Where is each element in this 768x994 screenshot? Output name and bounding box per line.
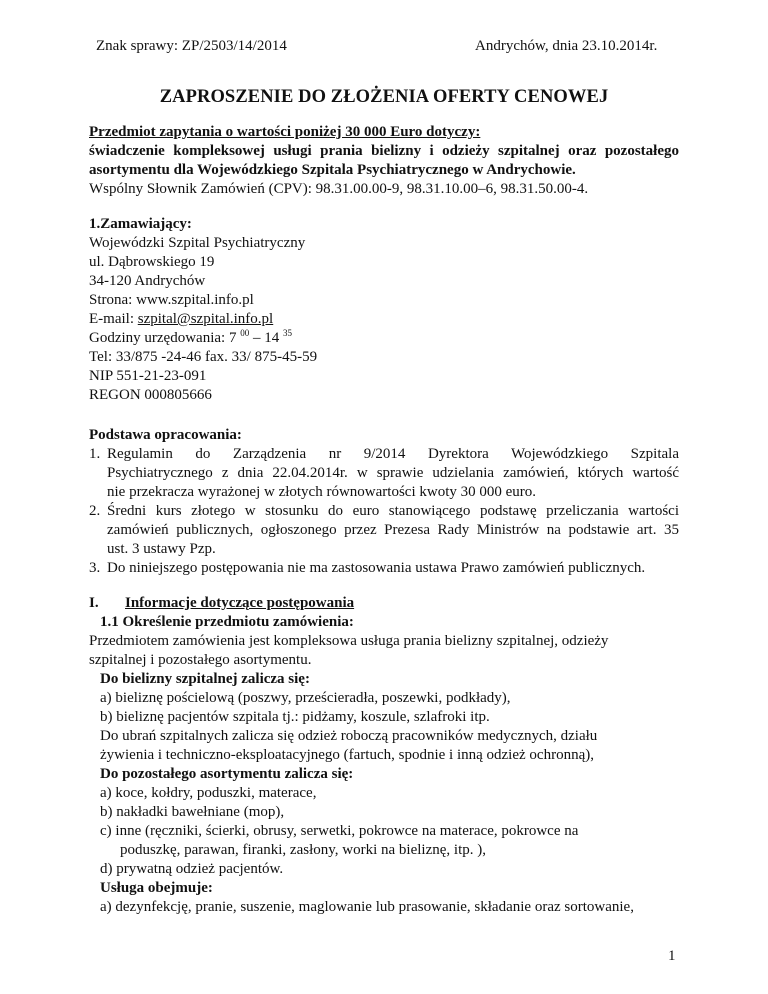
basis-item-3: [89, 559, 679, 578]
orderer-name: Wojewódzki Szpital Psychiatryczny: [89, 235, 306, 251]
email-link[interactable]: szpital@szpital.info.pl: [137, 311, 274, 327]
basis-item-text: ust. 3 ustawy Pzp.: [107, 541, 216, 557]
basis-item-text: Średni kurs złotego w stosunku do euro stanowiącego podstawę przeliczania wartości: [107, 503, 679, 519]
orderer-nip: NIP 551-21-23-091: [89, 368, 207, 384]
office-hours: [89, 329, 679, 348]
basis-item-text: Regulamin do Zarządzenia nr 9/2014 Dyrektora Wojewódzkiego Szpitala: [107, 446, 679, 462]
basis-item-text: zamówień publicznych, ogłoszonego przez Prezesa Rady Ministrów na podstawie art. 35: [107, 522, 679, 538]
page-number: 1: [668, 948, 676, 964]
intro-line-2: szpitalnej i pozostałego asortymentu.: [89, 652, 312, 668]
other-assortment-heading: Do pozostałego asortymentu zalicza się:: [100, 766, 354, 782]
orderer-email-line: [89, 310, 679, 329]
basis-item-1: [89, 445, 679, 502]
workwear-line-1: Do ubrań szpitalnych zalicza się odzież roboczą pracowników medycznych, działu: [100, 728, 598, 744]
subject-heading: Przedmiot zapytania o wartości poniżej 30 000 Euro dotyczy:: [89, 124, 481, 140]
case-reference: Znak sprawy: ZP/2503/14/2014: [96, 38, 287, 54]
section-number: I.: [89, 595, 99, 611]
subject-line-1: świadczenie kompleksowej usługi prania bielizny i odzieży szpitalnej oraz pozostałego: [89, 143, 679, 159]
email-label: E-mail:: [89, 311, 138, 327]
list-item: b) bieliznę pacjentów szpitala tj.: pidżamy, koszule, szlafroki itp.: [100, 709, 490, 725]
basis-section: [89, 426, 679, 578]
section-heading: Informacje dotyczące postępowania: [125, 595, 355, 611]
list-item: d) prywatną odzież pacjentów.: [100, 861, 284, 877]
orderer-regon: REGON 000805666: [89, 387, 212, 403]
list-item: a) bieliznę pościelową (poszwy, prześcieradła, poszewki, podkłady),: [100, 690, 511, 706]
orderer-phone: Tel: 33/875 -24-46 fax. 33/ 875-45-59: [89, 349, 318, 365]
hours-end-minutes: 35: [282, 328, 292, 338]
list-item: a) dezynfekcję, pranie, suszenie, maglowanie lub prasowanie, składanie oraz sortowanie,: [100, 899, 634, 915]
document-title: ZAPROSZENIE DO ZŁOŻENIA OFERTY CENOWEJ: [159, 87, 609, 107]
basis-item-number: 2.: [89, 503, 101, 519]
basis-item-text: nie przekracza wyrażonej w złotych równowartości kwoty 30 000 euro.: [107, 484, 537, 500]
section-1-heading-line: [89, 594, 679, 613]
intro-line-1: Przedmiotem zamówienia jest kompleksowa usługa prania bielizny szpitalnej, odzieży: [89, 633, 609, 649]
orderer-city: 34-120 Andrychów: [89, 273, 206, 289]
list-item-continuation: poduszkę, parawan, firanki, zasłony, worki na bieliznę, itp. ),: [120, 842, 486, 858]
basis-item-number: 3.: [89, 560, 101, 576]
hours-mid: – 14: [249, 330, 283, 346]
orderer-heading: 1.Zamawiający:: [89, 216, 192, 232]
basis-item-number: 1.: [89, 446, 101, 462]
list-item: a) koce, kołdry, poduszki, materace,: [100, 785, 317, 801]
basis-item-text: Do niniejszego postępowania nie ma zastosowania ustawa Prawo zamówień publicznych.: [107, 560, 646, 576]
basis-item-text: Psychiatrycznego z dnia 22.04.2014r. w sprawie udzielania zamówień, których wartość: [107, 465, 679, 481]
list-item: b) nakładki bawełniane (mop),: [100, 804, 285, 820]
workwear-line-2: żywienia i techniczno-eksploatacyjnego (fartuch, spodnie i inną odzież ochronną),: [100, 747, 594, 763]
orderer-website: Strona: www.szpital.info.pl: [89, 292, 254, 308]
bed-linen-heading: Do bielizny szpitalnej zalicza się:: [100, 671, 310, 687]
hours-start-minutes: 00: [240, 328, 250, 338]
subject-line-2: asortymentu dla Wojewódzkiego Szpitala Psychiatrycznego w Andrychowie.: [89, 162, 576, 178]
service-heading: Usługa obejmuje:: [100, 880, 213, 896]
place-and-date: Andrychów, dnia 23.10.2014r.: [475, 38, 658, 54]
basis-item-2: [89, 502, 679, 559]
orderer-street: ul. Dąbrowskiego 19: [89, 254, 215, 270]
basis-heading: Podstawa opracowania:: [89, 427, 242, 443]
orderer-section: [89, 215, 679, 405]
section-1: [89, 594, 679, 917]
cpv-codes: Wspólny Słownik Zamówień (CPV): 98.31.00.00-9, 98.31.10.00–6, 98.31.50.00-4.: [89, 181, 589, 197]
hours-prefix: Godziny urzędowania: 7: [89, 330, 241, 346]
list-item: c) inne (ręczniki, ścierki, obrusy, serwetki, pokrowce na materace, pokrowce na: [100, 823, 579, 839]
subsection-heading: 1.1 Określenie przedmiotu zamówienia:: [100, 614, 354, 630]
subject-section: [89, 123, 679, 199]
